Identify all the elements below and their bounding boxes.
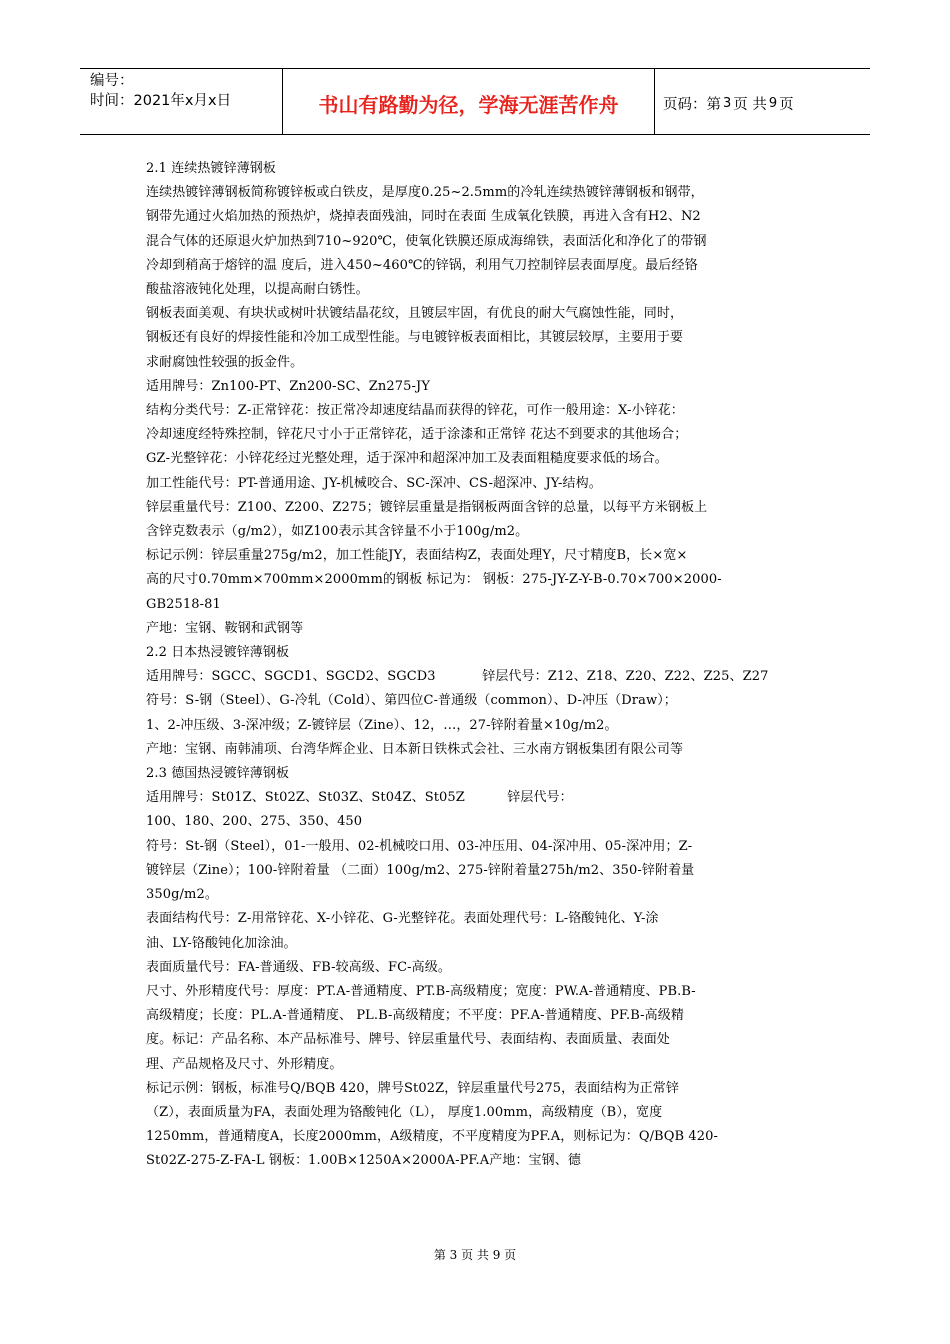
body-line: 1250mm，普通精度A，长度2000mm，A级精度，不平度精度为PF.A，则标记为：Q/BQB 420- (146, 1129, 718, 1145)
page-suffix: 页 (779, 97, 794, 113)
body-line: 钢板还有良好的焊接性能和冷加工成型性能。与电镀锌板表面相比，其镀层较厚，主要用于要 (146, 330, 684, 346)
body-line: 理、产品规格及尺寸、外形精度。 (146, 1056, 343, 1072)
body-line: （Z），表面质量为FA，表面处理为铬酸钝化（L）， 厚度1.00mm，高级精度（B），宽度 (146, 1104, 663, 1120)
body-line: 镀锌层（Zine）；100-锌附着量 （二面）100g/m2、275-锌附着量275h/m2、350-锌附着量 (146, 862, 695, 878)
header-motto: 书山有路勤为径，学海无涯苦作舟 (283, 69, 655, 134)
page-mid: 页 共 (733, 97, 767, 113)
page-number: 3 (723, 96, 732, 111)
body-line: 含锌克数表示（g/m2），如Z100表示其含锌量不小于100g/m2。 (146, 524, 529, 540)
body-line: 酸盐溶液钝化处理，以提高耐白锈性。 (146, 282, 369, 298)
body-line: 1、2-冲压级、3-深冲级；Z-镀锌层（Zine）、12，…，27-锌附着量×10g/m2。 (146, 717, 618, 733)
body-line: 冷却到稍高于熔锌的温 度后，进入450~460℃的锌锅，利用气刀控制锌层表面厚度。最后经铬 (146, 257, 698, 273)
body-line: 350g/m2。 (146, 887, 218, 903)
body-line: 高的尺寸0.70mm×700mm×2000mm的钢板 标记为： 钢板：275-JY-Z-Y-B-0.70×700×2000- (146, 572, 722, 588)
body-line: 连续热镀锌薄钢板简称镀锌板或白铁皮，是厚度0.25~2.5mm的冷轧连续热镀锌薄钢板和钢带， (146, 185, 704, 201)
body-line: 冷却速度经特殊控制，锌花尺寸小于正常锌花，适于涂漆和正常锌 花达不到要求的其他场合； (146, 427, 688, 443)
section-heading: 2.3 德国热浸镀锌薄钢板 (146, 766, 290, 782)
body-line: 结构分类代号：Z-正常锌花：按正常冷却速度结晶而获得的锌花，可作一般用途：X-小锌花： (146, 403, 684, 419)
page-footer: 第 3 页 共 9 页 (433, 1248, 517, 1262)
body-line: 钢带先通过火焰加热的预热炉，烧掉表面残油，同时在表面 生成氧化铁膜，再进入含有H2、N2 (146, 209, 701, 225)
section-heading: 2.2 日本热浸镀锌薄钢板 (146, 645, 290, 661)
body-line: 表面质量代号：FA-普通级、FB-较高级、FC-高级。 (146, 959, 451, 975)
header-meta (80, 69, 283, 134)
body-line: 锌层重量代号：Z100、Z200、Z275；镀锌层重量是指钢板两面含锌的总量，以每平方米钢板上 (146, 499, 708, 515)
document-time-label: 时间：2021年x月x日 (90, 93, 232, 109)
body-line: 符号：St-钢（Steel），01-一般用、02-机械咬口用、03-冲压用、04-深冲用、05-深冲用；Z- (146, 838, 693, 854)
body-line: 高级精度；长度：PL.A-普通精度、 PL.B-高级精度；不平度：PF.A-普通精度、PF.B-高级精 (146, 1008, 684, 1024)
page-header (80, 68, 870, 135)
body-line: 标记示例：钢板，标准号Q/BQB 420，牌号St02Z，锌层重量代号275，表面结构为正常锌 (146, 1080, 679, 1096)
body-line: 钢板表面美观、有块状或树叶状镀结晶花纹，且镀层牢固，有优良的耐大气腐蚀性能，同时， (146, 306, 684, 322)
body-line: GZ-光整锌花：小锌花经过光整处理，适于深冲和超深冲加工及表面粗糙度要求低的场合。 (146, 451, 668, 467)
page-prefix: 页码：第 (663, 97, 721, 113)
section-heading: 2.1 连续热镀锌薄钢板 (146, 161, 277, 176)
body-line: 加工性能代号：PT-普通用途、JY-机械咬合、SC-深冲、CS-超深冲、JY-结构。 (146, 475, 602, 491)
document-number-label: 编号： (90, 73, 134, 89)
body-line: 适用牌号：SGCC、SGCD1、SGCD2、SGCD3 锌层代号：Z12、Z18、Z20、Z22、Z25、Z27 (146, 669, 769, 685)
body-line: St02Z-275-Z-FA-L 钢板：1.00B×1250A×2000A-PF.A产地：宝钢、德 (146, 1153, 581, 1169)
header-page-indicator (655, 69, 870, 134)
body-line: 度。标记：产品名称、本产品标准号、牌号、锌层重量代号、表面结构、表面质量、表面处 (146, 1032, 671, 1048)
document-body (146, 157, 811, 1174)
body-line: 表面结构代号：Z-用常锌花、X-小锌花、G-光整锌花。表面处理代号：L-铬酸钝化、Y-涂 (146, 911, 659, 927)
body-line: GB2518-81 (146, 596, 221, 612)
body-line: 符号：S-钢（Steel）、G-冷轧（Cold）、第四位C-普通级（common）、D-冲压（Draw）； (146, 693, 677, 709)
body-line: 尺寸、外形精度代号：厚度：PT.A-普通精度、PT.B-高级精度；宽度：PW.A-普通精度、PB.B- (146, 983, 696, 999)
page-total: 9 (768, 96, 778, 111)
body-line: 适用牌号：Zn100-PT、Zn200-SC、Zn275-JY (146, 378, 430, 394)
body-line: 100、180、200、275、350、450 (146, 814, 363, 830)
body-line: 混合气体的还原退火炉加热到710~920℃，使氧化铁膜还原成海绵铁，表面活化和净化了的带钢 (146, 233, 707, 249)
body-line: 适用牌号：St01Z、St02Z、St03Z、St04Z、St05Z 锌层代号： (146, 790, 573, 806)
body-line: 产地：宝钢、南韩浦项、台湾华辉企业、日本新日铁株式会社、三水南方钢板集团有限公司等 (146, 741, 684, 757)
body-line: 求耐腐蚀性较强的扳金件。 (146, 354, 304, 370)
body-line: 油、LY-铬酸钝化加涂油。 (146, 935, 297, 951)
body-line: 产地：宝钢、鞍钢和武钢等 (146, 620, 304, 636)
body-line: 标记示例：锌层重量275g/m2，加工性能JY，表面结构Z，表面处理Y，尺寸精度B，长×宽× (146, 548, 688, 564)
